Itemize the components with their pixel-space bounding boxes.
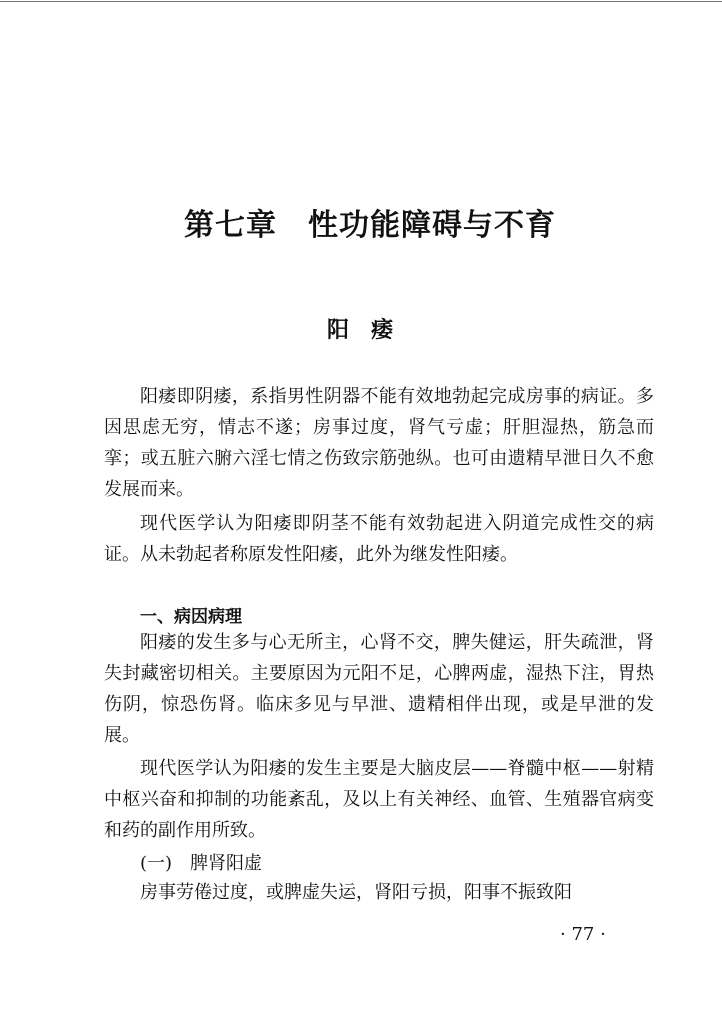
paragraph-modern-definition: 现代医学认为阳痿即阴茎不能有效勃起进入阴道完成性交的病证。从未勃起者称原发性阳痿，此外为继发性阳痿。: [104, 513, 654, 565]
page-number: · 77 ·: [560, 924, 606, 945]
subheading-spleen-kidney: (一) 脾肾阳虚: [140, 853, 263, 874]
top-border-line: [0, 1, 722, 2]
chapter-title: 第七章 性功能障碍与不育: [184, 208, 556, 243]
heading-etiology: 一、病因病理: [140, 607, 242, 627]
paragraph-spleen-kidney: 房事劳倦过度，或脾虚失运，肾阳亏损，阳事不振致阳: [140, 882, 572, 903]
paragraph-etiology: 阳痿的发生多与心无所主，心肾不交，脾失健运，肝失疏泄，肾失封藏密切相关。主要原因为元阳不足，心脾两虚，湿热下注，胃热伤阴，惊恐伤肾。临床多见与早泄、遗精相伴出现，或是早泄的发展。: [104, 632, 654, 746]
section-title: 阳 痿: [326, 317, 393, 343]
paragraph-definition: 阳痿即阴痿，系指男性阴器不能有效地勃起完成房事的病证。多因思虑无穷，情志不遂；房事过度，肾气亏虚；肝胆湿热，筋急而挛；或五脏六腑六淫七情之伤致宗筋弛纵。也可由遗精早泄日久不愈发展而来。: [104, 386, 654, 500]
paragraph-modern-etiology: 现代医学认为阳痿的发生主要是大脑皮层——脊髓中枢——射精中枢兴奋和抑制的功能紊乱，及以上有关神经、血管、生殖器官病变和药的副作用所致。: [104, 758, 654, 841]
